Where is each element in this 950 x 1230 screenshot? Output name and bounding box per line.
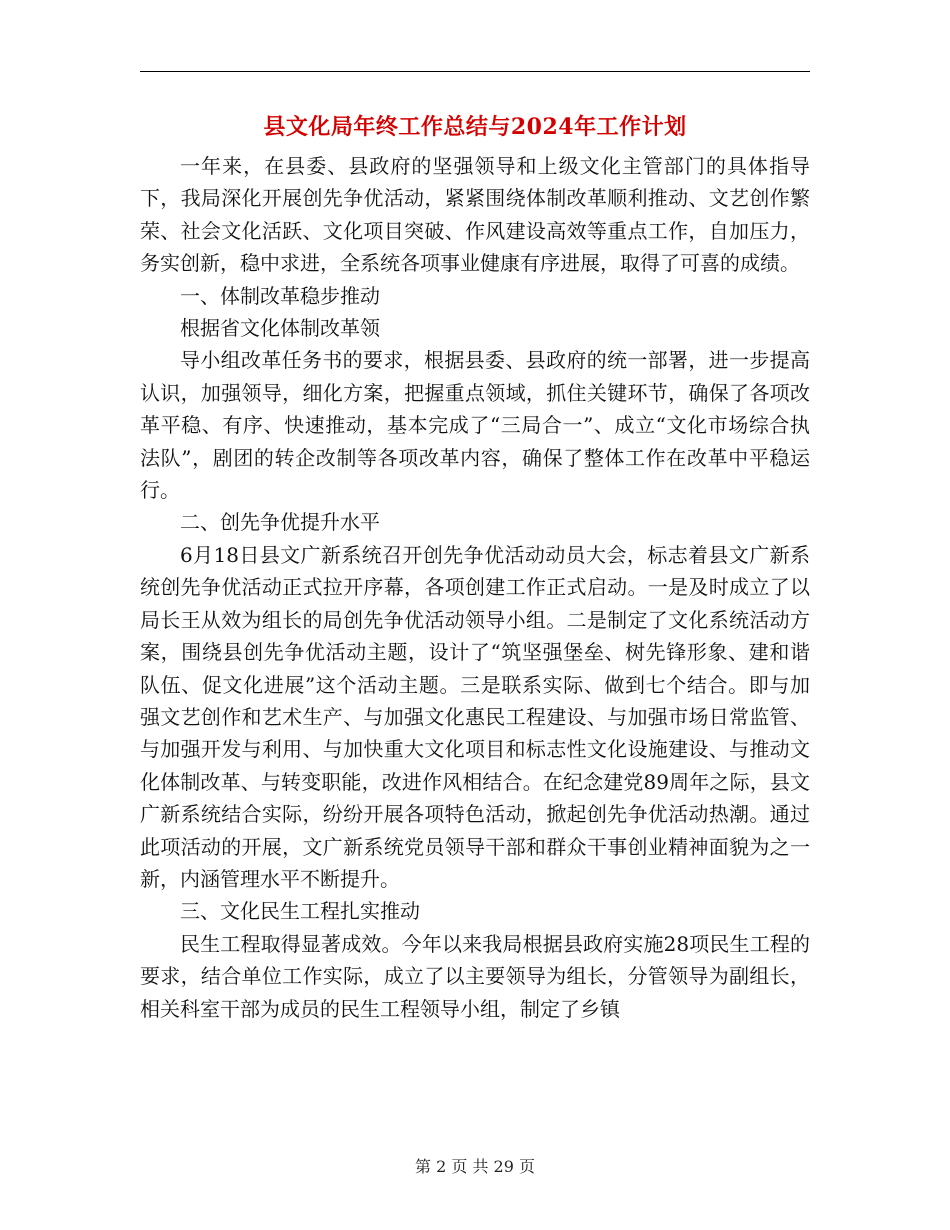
paragraph-intro: 一年来，在县委、县政府的坚强领导和上级文化主管部门的具体指导下，我局深化开展创先争优活动，紧紧围绕体制改革顺利推动、文艺创作繁荣、社会文化活跃、文化项目突破、作风建设高效等重点工作，自加压力，务实创新，稳中求进，全系统各项事业健康有序进展，取得了可喜的成绩。 [140, 154, 810, 276]
document-body [140, 150, 810, 1025]
paragraph-fragment: 根据省文化体制改革领 [180, 316, 380, 341]
paragraph-livelihood: 民生工程取得显著成效。今年以来我局根据县政府实施28项民生工程的要求，结合单位工作实际，成立了以主要领导为组长，分管领导为副组长，相关科室干部为成员的民生工程领导小组，制定了乡镇 [140, 931, 810, 1021]
paragraph-reform: 导小组改革任务书的要求，根据县委、县政府的统一部署，进一步提高认识，加强领导，细化方案，把握重点领域，抓住关键环节，确保了各项改革平稳、有序、快速推动，基本完成了“三局合一”、成立“文化市场综合执法队”，剧团的转企改制等各项改革内容，确保了整体工作在改革中平稳运行。 [140, 348, 810, 503]
page-footer: 第 2 页 共 29 页 [415, 1157, 535, 1176]
paragraph-excellence: 6月18日县文广新系统召开创先争优活动动员大会，标志着县文广新系统创先争优活动正式拉开序幕，各项创建工作正式启动。一是及时成立了以局长王从效为组长的局创先争优活动领导小组。二是制定了文化系统活动方案，围绕县创先争优活动主题，设计了“筑坚强堡垒、树先锋形象、建和谐队伍、促文化进展”这个活动主题。三是联系实际、做到七个结合。即与加强文艺创作和艺术生产、与加强文化惠民工程建设、与加强市场日常监管、与加强开发与利用、与加快重大文化项目和标志性文化设施建设、与推动文化体制改革、与转变职能，改进作风相结合。在纪念建党89周年之际，县文广新系统结合实际，纷纷开展各项特色活动，掀起创先争优活动热潮。通过此项活动的开展，文广新系统党员领导干部和群众干事创业精神面貌为之一新，内涵管理水平不断提升。 [140, 542, 810, 891]
section-heading-1: 一、体制改革稳步推动 [180, 283, 380, 308]
section-heading-2: 二、创先争优提升水平 [180, 510, 380, 535]
section-heading-3: 三、文化民生工程扎实推动 [180, 899, 420, 924]
header-rule [140, 71, 810, 72]
document-title: 县文化局年终工作总结与2024年工作计划 [263, 114, 687, 140]
